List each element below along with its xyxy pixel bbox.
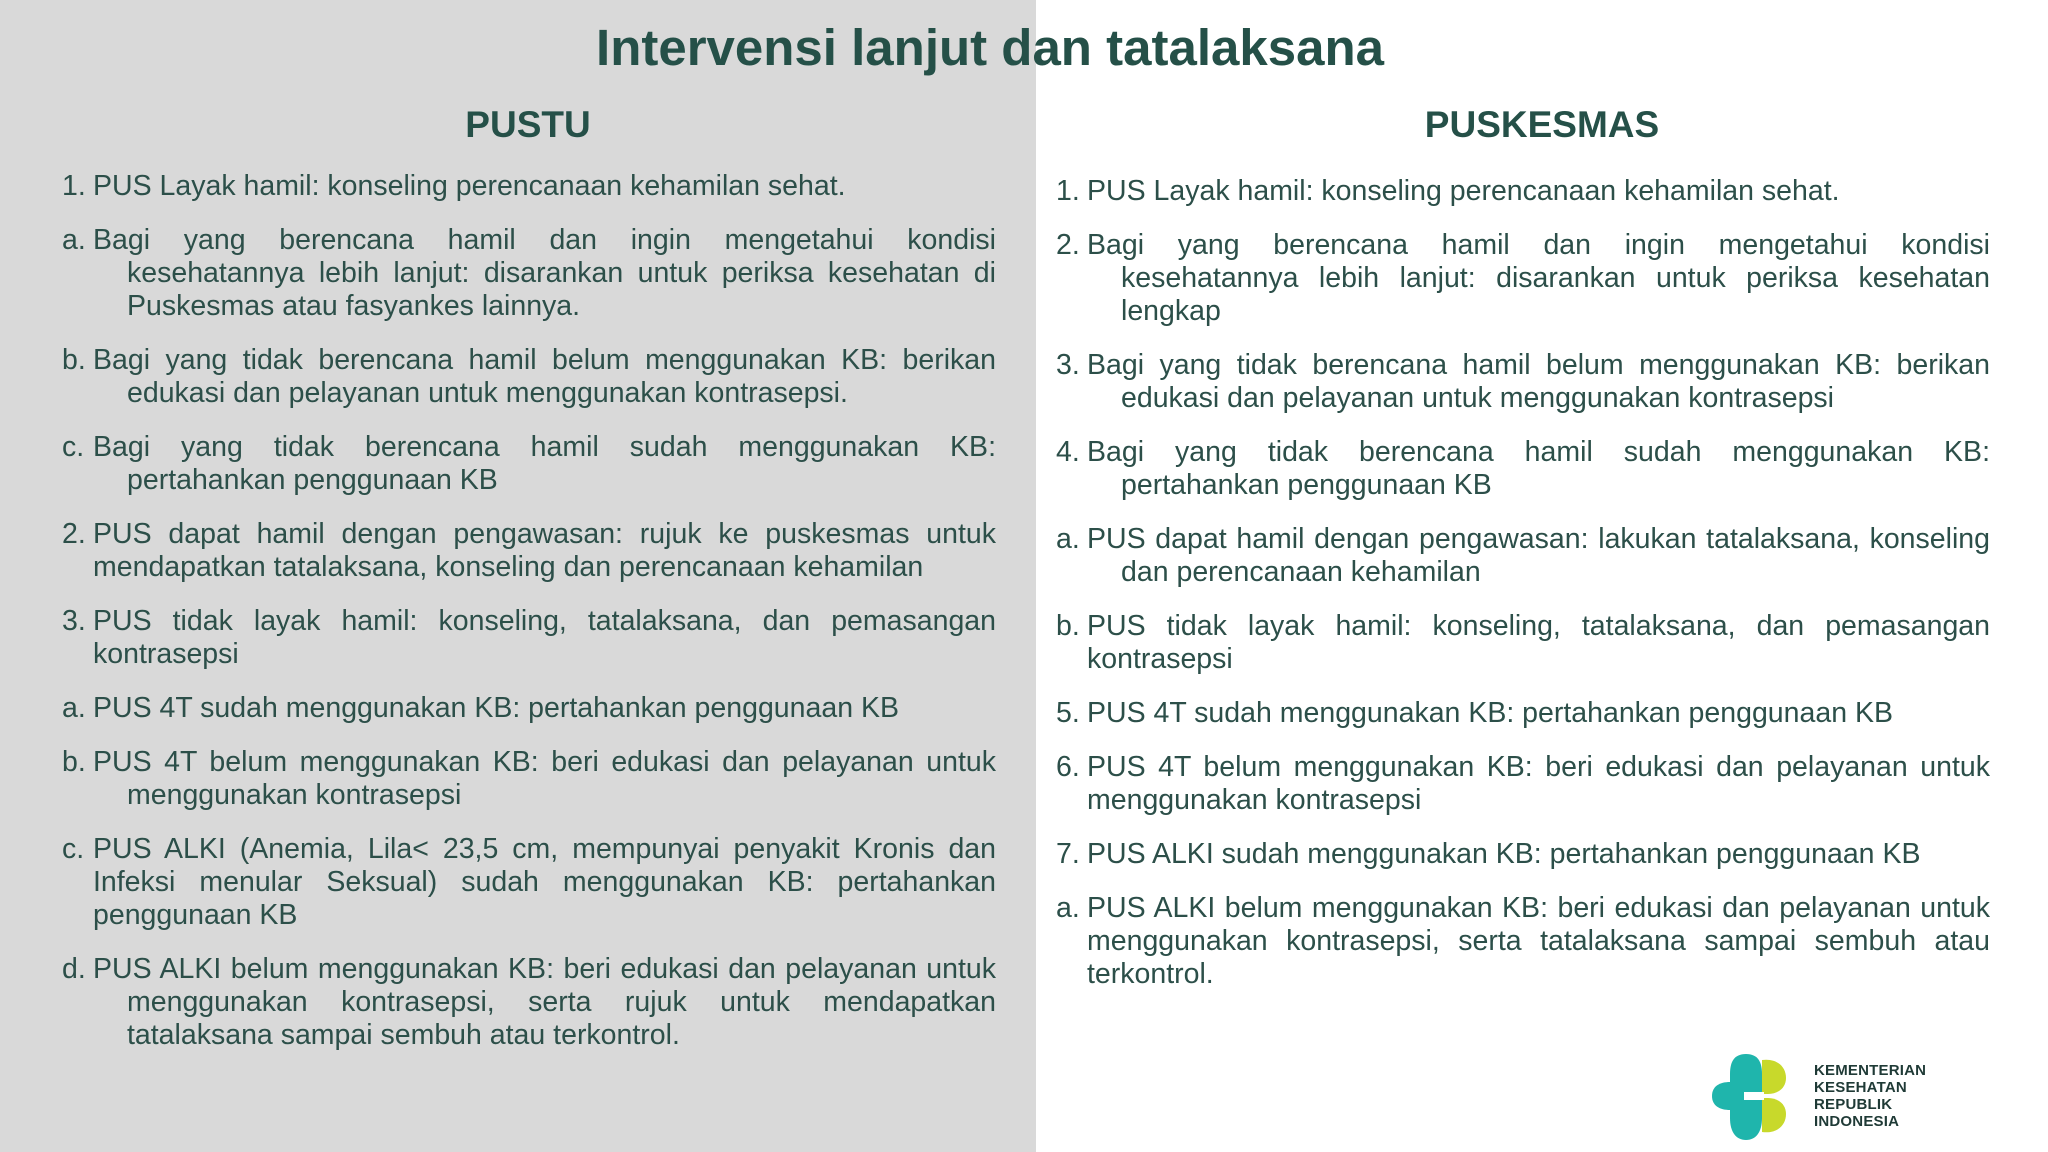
- puskesmas-heading: PUSKESMAS: [1424, 104, 1660, 145]
- logo-line: INDONESIA: [1814, 1113, 1900, 1130]
- list-text: Bagi yang tidak berencana hamil belum menggunakan KB: berikan edukasi dan pelayanan untuk menggunakan kontrasepsi.: [93, 344, 996, 409]
- list-text: Bagi yang tidak berencana hamil belum menggunakan KB: berikan edukasi dan pelayanan untuk menggunakan kontrasepsi: [1087, 349, 1990, 414]
- list-text: PUS 4T belum menggunakan KB: beri edukasi dan pelayanan untuk menggunakan kontrasepsi: [93, 746, 996, 811]
- list-text: PUS 4T sudah menggunakan KB: pertahankan penggunaan KB: [93, 692, 899, 724]
- list-item: [62, 953, 996, 1052]
- list-item: [1056, 436, 1990, 502]
- list-item: [1056, 229, 1990, 328]
- list-marker: b.: [1056, 610, 1080, 642]
- list-text: PUS tidak layak hamil: konseling, tatalaksana, dan pemasangan kontrasepsi: [1087, 610, 1990, 675]
- kemenkes-logo-text: [1814, 1062, 2014, 1130]
- list-item: [1056, 523, 1990, 589]
- list-marker: 7.: [1056, 838, 1080, 870]
- list-text: PUS ALKI belum menggunakan KB: beri edukasi dan pelayanan untuk menggunakan kontrasepsi, serta tatalaksana sampai sembuh atau terkontrol.: [1087, 892, 1990, 990]
- list-item: [62, 170, 996, 203]
- kemenkes-logo-icon: [1706, 1046, 1806, 1146]
- list-text: PUS 4T sudah menggunakan KB: pertahankan penggunaan KB: [1087, 697, 1893, 729]
- list-marker: 1.: [62, 170, 86, 202]
- list-item: [1056, 892, 1990, 991]
- list-item: [1056, 349, 1990, 415]
- list-text: PUS tidak layak hamil: konseling, tatalaksana, dan pemasangan kontrasepsi: [93, 605, 996, 670]
- list-text: PUS ALKI belum menggunakan KB: beri edukasi dan pelayanan untuk menggunakan kontrasepsi, serta rujuk untuk mendapatkan tatalaksana sampai sembuh atau terkontrol.: [93, 953, 996, 1051]
- list-text: PUS 4T belum menggunakan KB: beri edukasi dan pelayanan untuk menggunakan kontrasepsi: [1087, 751, 1990, 816]
- list-item: [1056, 751, 1990, 817]
- list-marker: d.: [62, 953, 86, 985]
- list-item: [1056, 175, 1990, 208]
- list-item: [1056, 697, 1990, 730]
- list-marker: 2.: [1056, 229, 1080, 261]
- list-marker: c.: [62, 431, 85, 463]
- list-marker: a.: [62, 224, 86, 256]
- list-item: [62, 746, 996, 812]
- list-item: [62, 605, 996, 671]
- list-item: [62, 224, 996, 323]
- list-marker: 1.: [1056, 175, 1080, 207]
- list-marker: a.: [1056, 892, 1080, 924]
- list-marker: b.: [62, 344, 86, 376]
- list-text: PUS ALKI (Anemia, Lila< 23,5 cm, mempunyai penyakit Kronis dan Infeksi menular Seksual) sudah menggunakan KB: pertahankan penggunaan KB: [93, 833, 996, 931]
- pustu-heading: PUSTU: [465, 104, 591, 145]
- list-marker: 5.: [1056, 697, 1080, 729]
- page-title: Intervensi lanjut dan tatalaksana: [596, 19, 1384, 76]
- list-item: [62, 833, 996, 932]
- list-marker: b.: [62, 746, 86, 778]
- pustu-list: [62, 170, 996, 1073]
- list-marker: 4.: [1056, 436, 1080, 468]
- list-marker: 2.: [62, 518, 86, 550]
- list-text: PUS dapat hamil dengan pengawasan: lakukan tatalaksana, konseling dan perencanaan kehamilan: [1087, 523, 1990, 588]
- list-text: Bagi yang berencana hamil dan ingin mengetahui kondisi kesehatannya lebih lanjut: disarankan untuk periksa kesehatan di Puskesmas atau fasyankes lainnya.: [93, 224, 996, 322]
- list-item: [62, 431, 996, 497]
- list-item: [1056, 610, 1990, 676]
- puskesmas-list: [1056, 175, 1990, 1012]
- list-marker: c.: [62, 833, 85, 865]
- list-text: Bagi yang berencana hamil dan ingin mengetahui kondisi kesehatannya lebih lanjut: disarankan untuk periksa kesehatan lengkap: [1087, 229, 1990, 327]
- list-marker: 6.: [1056, 751, 1080, 783]
- list-text: PUS Layak hamil: konseling perencanaan kehamilan sehat.: [93, 170, 846, 202]
- list-item: [62, 518, 996, 584]
- logo-line: KESEHATAN: [1814, 1079, 1907, 1096]
- list-text: PUS ALKI sudah menggunakan KB: pertahankan penggunaan KB: [1087, 838, 1921, 870]
- list-item: [62, 344, 996, 410]
- list-text: Bagi yang tidak berencana hamil sudah menggunakan KB: pertahankan penggunaan KB: [93, 431, 996, 496]
- list-text: PUS Layak hamil: konseling perencanaan kehamilan sehat.: [1087, 175, 1840, 207]
- logo-line: KEMENTERIAN: [1814, 1062, 1927, 1079]
- list-item: [1056, 838, 1990, 871]
- list-text: PUS dapat hamil dengan pengawasan: rujuk ke puskesmas untuk mendapatkan tatalaksana, konseling dan perencanaan kehamilan: [93, 518, 996, 583]
- list-marker: a.: [62, 692, 86, 724]
- list-marker: 3.: [1056, 349, 1080, 381]
- list-marker: 3.: [62, 605, 86, 637]
- list-item: [62, 692, 996, 725]
- list-marker: a.: [1056, 523, 1080, 555]
- logo-line: REPUBLIK: [1814, 1096, 1893, 1113]
- list-text: Bagi yang tidak berencana hamil sudah menggunakan KB: pertahankan penggunaan KB: [1087, 436, 1990, 501]
